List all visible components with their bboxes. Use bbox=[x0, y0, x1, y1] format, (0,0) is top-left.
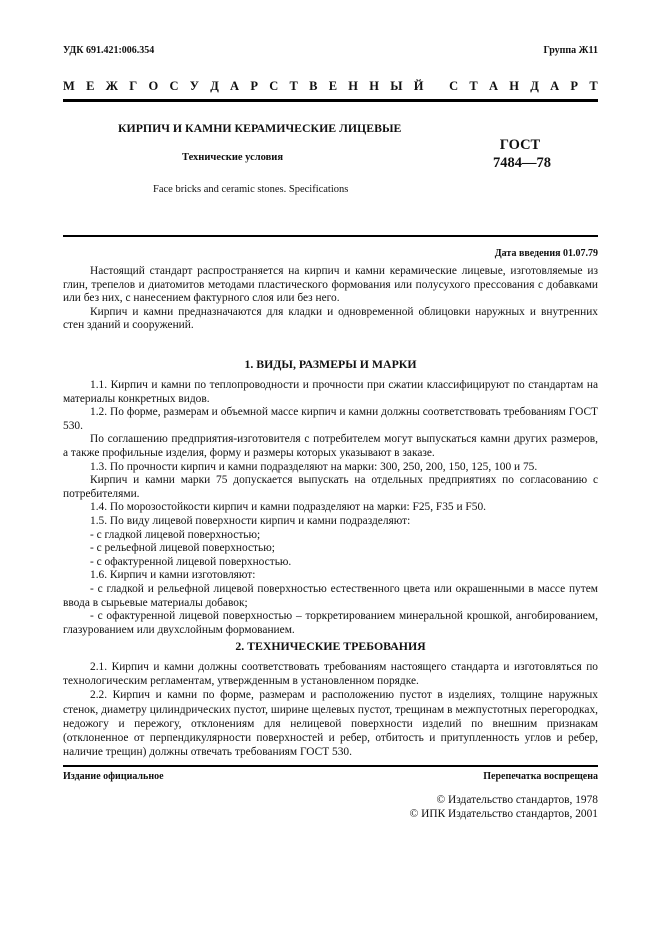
paragraph: - с офактуренной лицевой поверхностью – торкретированием минеральной крошкой, ангобированием, глазурованием или двухслойным формованием. bbox=[63, 610, 598, 636]
banner-letter: Т bbox=[289, 79, 298, 93]
banner-letter: Н bbox=[369, 79, 379, 93]
banner-letter: Т bbox=[469, 79, 478, 93]
gost-label: ГОСТ bbox=[499, 137, 541, 153]
standard-banner bbox=[63, 79, 598, 94]
top-rule bbox=[63, 99, 598, 102]
intro-date-label: Дата введения bbox=[494, 248, 561, 259]
intro-date-value: 01.07.79 bbox=[563, 248, 598, 259]
paragraph: 1.3. По прочности кирпич и камни подразделяют на марки: 300, 250, 200, 150, 125, 100 и 75. bbox=[90, 460, 538, 473]
paragraph: - с рельефной лицевой поверхностью; bbox=[90, 542, 275, 555]
intro-date bbox=[495, 248, 598, 259]
section-2-body bbox=[63, 660, 598, 759]
paragraph: Кирпич и камни марки 75 допускается выпускать на отдельных предприятиях по согласованию с потребителями. bbox=[63, 474, 598, 500]
banner-letter: С bbox=[449, 79, 459, 93]
banner-letter: С bbox=[269, 79, 279, 93]
banner-letter: Н bbox=[348, 79, 359, 93]
udc-code: УДК 691.421:006.354 bbox=[63, 45, 155, 56]
paragraph: 1.5. По виду лицевой поверхности кирпич и камни подразделяют: bbox=[90, 514, 411, 527]
title-rule bbox=[63, 235, 598, 237]
banner-letter: А bbox=[230, 79, 240, 93]
document-subtitle: Технические условия bbox=[182, 152, 284, 163]
banner-letter: Д bbox=[210, 79, 219, 93]
paragraph: - с гладкой лицевой поверхностью; bbox=[90, 528, 261, 541]
paragraph: Настоящий стандарт распространяется на кирпич и камни керамические лицевые, изготовляемые из глин, трепелов и диатомитов методами пластического формования или полусухого прессования с добавками или без них, с нанесением фактурного слоя или без него. bbox=[63, 265, 598, 305]
paragraph: 2.1. Кирпич и камни должны соответствовать требованиям настоящего стандарта и изготовляться по технологическим регламентам, утвержденным в установленном порядке. bbox=[63, 661, 598, 688]
english-title: Face bricks and ceramic stones. Specifications bbox=[153, 184, 349, 195]
gost-number: 7484—78 bbox=[493, 155, 551, 171]
banner-letter: А bbox=[550, 79, 560, 93]
intro-text bbox=[63, 265, 598, 333]
copyright-1978: © Издательство стандартов, 1978 bbox=[436, 794, 598, 806]
banner-letter: Ж bbox=[105, 79, 119, 93]
banner-letter: Н bbox=[509, 79, 520, 93]
copyright-2001: © ИПК Издательство стандартов, 2001 bbox=[409, 808, 598, 820]
paragraph: 1.4. По морозостойкости кирпич и камни подразделяют на марки: F25, F35 и F50. bbox=[90, 501, 486, 514]
group-code: Группа Ж11 bbox=[543, 45, 598, 56]
paragraph: 1.1. Кирпич и камни по теплопроводности и прочности при сжатии классифицируют по стандартам на материалы конкретных видов. bbox=[63, 379, 598, 405]
banner-letter: Р bbox=[570, 79, 579, 93]
banner-letter: М bbox=[63, 79, 75, 93]
section-heading: 2. ТЕХНИЧЕСКИЕ ТРЕБОВАНИЯ bbox=[235, 639, 426, 653]
banner-letter: Р bbox=[250, 79, 258, 93]
footer-rule bbox=[63, 765, 598, 767]
banner-letter: А bbox=[489, 79, 499, 93]
paragraph: 1.2. По форме, размерам и объемной массе кирпич и камни должны соответствовать требованиям ГОСТ 530. bbox=[63, 406, 598, 432]
paragraph: По соглашению предприятия-изготовителя с потребителем могут выпускаться камни других размеров, а также профильные изделия, форму и размеры которых указывают в заказе. bbox=[63, 433, 598, 459]
banner-letter: Е bbox=[86, 79, 95, 93]
banner-letter: Е bbox=[328, 79, 338, 93]
banner-letter: С bbox=[169, 79, 179, 93]
paragraph: - с гладкой и рельефной лицевой поверхностью естественного цвета или окрашенными в массе путем ввода в сырьевые материалы добавок; bbox=[63, 582, 598, 609]
banner-letter: О bbox=[148, 79, 159, 93]
banner-letter: Т bbox=[589, 79, 598, 93]
banner-letter: Г bbox=[129, 79, 138, 93]
paragraph: Кирпич и камни предназначаются для кладки и одновременной облицовки наружных и внутренних стен зданий и сооружений. bbox=[63, 305, 598, 332]
section-heading: 1. ВИДЫ, РАЗМЕРЫ И МАРКИ bbox=[244, 357, 417, 371]
section-1-body bbox=[63, 379, 598, 637]
paragraph: - с офактуренной лицевой поверхностью. bbox=[90, 555, 292, 568]
banner-letter: У bbox=[189, 79, 199, 93]
banner-letter: Й bbox=[413, 79, 424, 93]
banner-letter: Ы bbox=[390, 79, 403, 93]
paragraph: 1.6. Кирпич и камни изготовляют: bbox=[90, 569, 256, 582]
banner-letter: В bbox=[309, 79, 318, 93]
banner-gap bbox=[435, 79, 438, 94]
official-edition: Издание официальное bbox=[63, 771, 164, 782]
document-title: КИРПИЧ И КАМНИ КЕРАМИЧЕСКИЕ ЛИЦЕВЫЕ bbox=[118, 121, 402, 135]
reprint-notice: Перепечатка воспрещена bbox=[483, 771, 598, 782]
banner-letter: Д bbox=[530, 79, 539, 93]
paragraph: 2.2. Кирпич и камни по форме, размерам и расположению пустот в изделиях, толщине наружных стенок, диаметру цилиндрических пустот, ширине щелевых пустот, трещинам в межпустотных перегородках, недожогу и пережогу, отклонениям для нелицевой поверхности изделий по внешним признакам (отклоненное от перпендикулярности поверхностей и ребер, отбитость и притупленность углов и ребер, наличие трещин) должны отвечать требованиям ГОСТ 530. bbox=[63, 689, 598, 759]
